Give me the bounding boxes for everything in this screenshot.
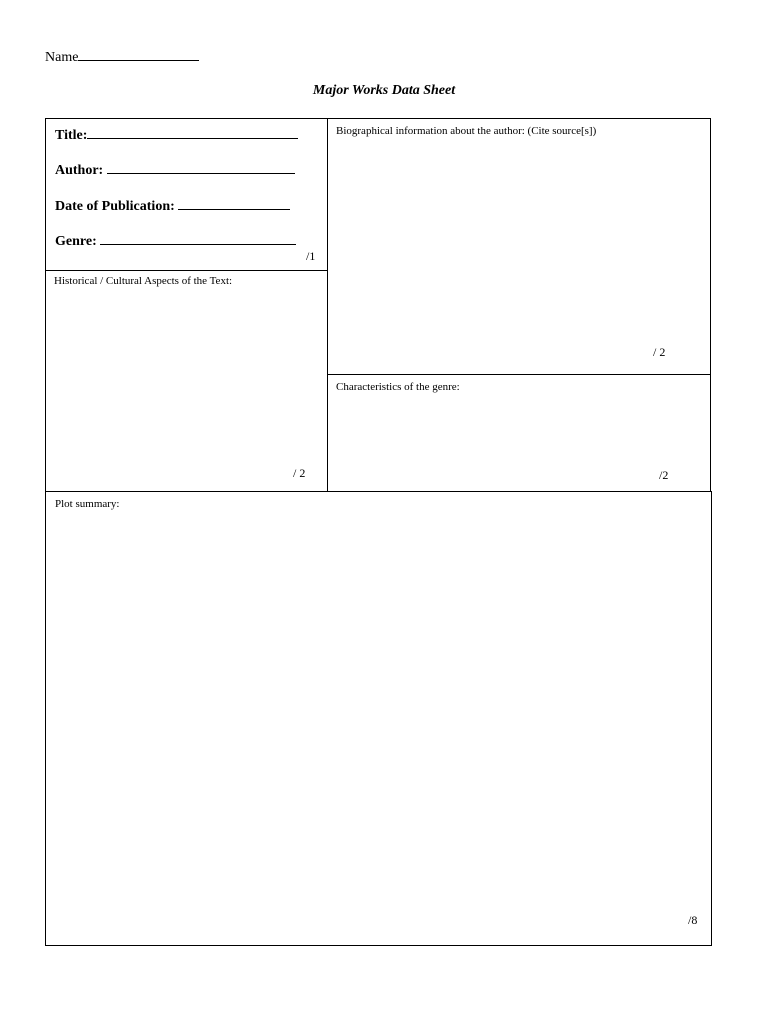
historical-label: Historical / Cultural Aspects of the Text:: [54, 275, 233, 287]
biography-label: Biographical information about the author: (Cite source[s]): [336, 125, 597, 137]
name-label: Name: [45, 50, 79, 65]
genre-blank-line[interactable]: [100, 231, 296, 245]
author-label: Author:: [55, 163, 104, 178]
title-field[interactable]: [55, 125, 298, 144]
historical-box[interactable]: [45, 270, 328, 492]
genre-characteristics-box[interactable]: [327, 374, 711, 492]
author-field[interactable]: [55, 160, 295, 179]
title-blank-line[interactable]: [87, 125, 298, 139]
page-title: Major Works Data Sheet: [312, 83, 456, 98]
biography-box[interactable]: [327, 118, 711, 375]
name-blank-line[interactable]: [78, 48, 199, 61]
historical-score: / 2: [293, 466, 306, 480]
genre-label: Genre:: [55, 234, 97, 249]
author-blank-line[interactable]: [107, 160, 295, 174]
name-field[interactable]: [45, 48, 199, 66]
title-label: Title:: [55, 128, 88, 143]
plot-summary-box[interactable]: [45, 491, 712, 946]
genre-field[interactable]: [55, 231, 296, 250]
genre-characteristics-label: Characteristics of the genre:: [336, 381, 460, 393]
genre-characteristics-score: /2: [659, 468, 669, 482]
book-info-box: [45, 118, 328, 271]
date-field[interactable]: [55, 196, 290, 215]
plot-summary-score: /8: [688, 913, 698, 927]
biography-score: / 2: [653, 345, 666, 359]
date-label: Date of Publication:: [55, 199, 175, 214]
book-info-score: /1: [306, 249, 316, 263]
date-blank-line[interactable]: [178, 196, 290, 210]
plot-summary-label: Plot summary:: [55, 498, 120, 510]
